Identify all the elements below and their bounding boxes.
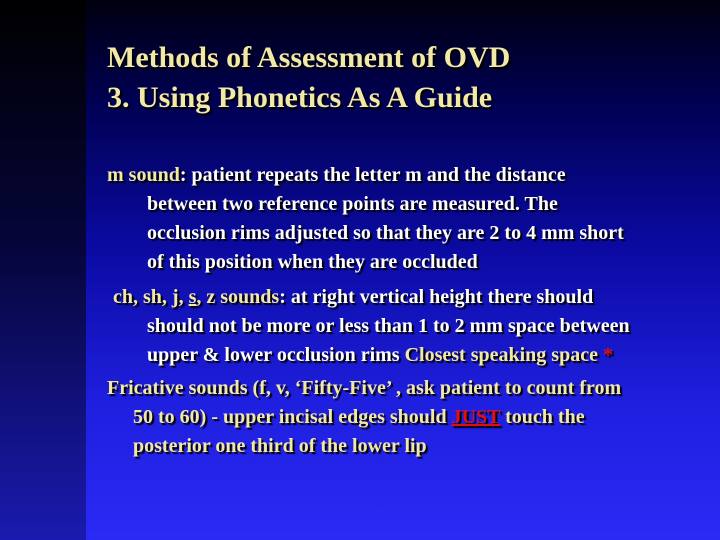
m-sound-line-1	[107, 160, 566, 190]
fricative-line-2-a: 50 to 60) - upper incisal edges should	[133, 406, 452, 428]
ch-sound-line-2: should not be more or less than 1 to 2 mm space between	[147, 315, 630, 337]
m-sound-text: : patient repeats the letter m and the distance	[179, 164, 566, 186]
just-emphasis: JUST	[451, 406, 501, 428]
fricative-line-2-b: touch the	[500, 406, 585, 428]
fricative-line-2	[133, 402, 585, 432]
ch-sound-term-s: s	[188, 286, 197, 308]
fricative-line-1: Fricative sounds (f, v, ‘Fifty-Five’ , ask patient to count from	[107, 377, 622, 399]
ch-sound-term-1: ch, sh, j,	[113, 286, 189, 308]
m-sound-line-3: occlusion rims adjusted so that they are 2 to 4 mm short	[147, 222, 624, 244]
ch-sound-line-3	[147, 340, 613, 370]
ch-sound-term-2: , z sounds	[196, 286, 280, 308]
closest-speaking-space: Closest speaking space	[404, 344, 598, 366]
m-sound-term: m sound	[107, 164, 180, 186]
m-sound-line-2: between two reference points are measured. The	[147, 193, 558, 215]
title-line-1: Methods of Assessment of OVD	[107, 41, 511, 74]
m-sound-line-4: of this position when they are occluded	[147, 251, 478, 273]
fricative-line-3: posterior one third of the lower lip	[133, 435, 427, 457]
ch-sound-line-3-text: upper & lower occlusion rims	[147, 344, 405, 366]
asterisk-mark: *	[602, 344, 613, 366]
ch-sound-text: : at right vertical height there should	[279, 286, 594, 308]
title-line-2: 3. Using Phonetics As A Guide	[107, 81, 493, 114]
ch-sound-line-1	[113, 282, 593, 312]
